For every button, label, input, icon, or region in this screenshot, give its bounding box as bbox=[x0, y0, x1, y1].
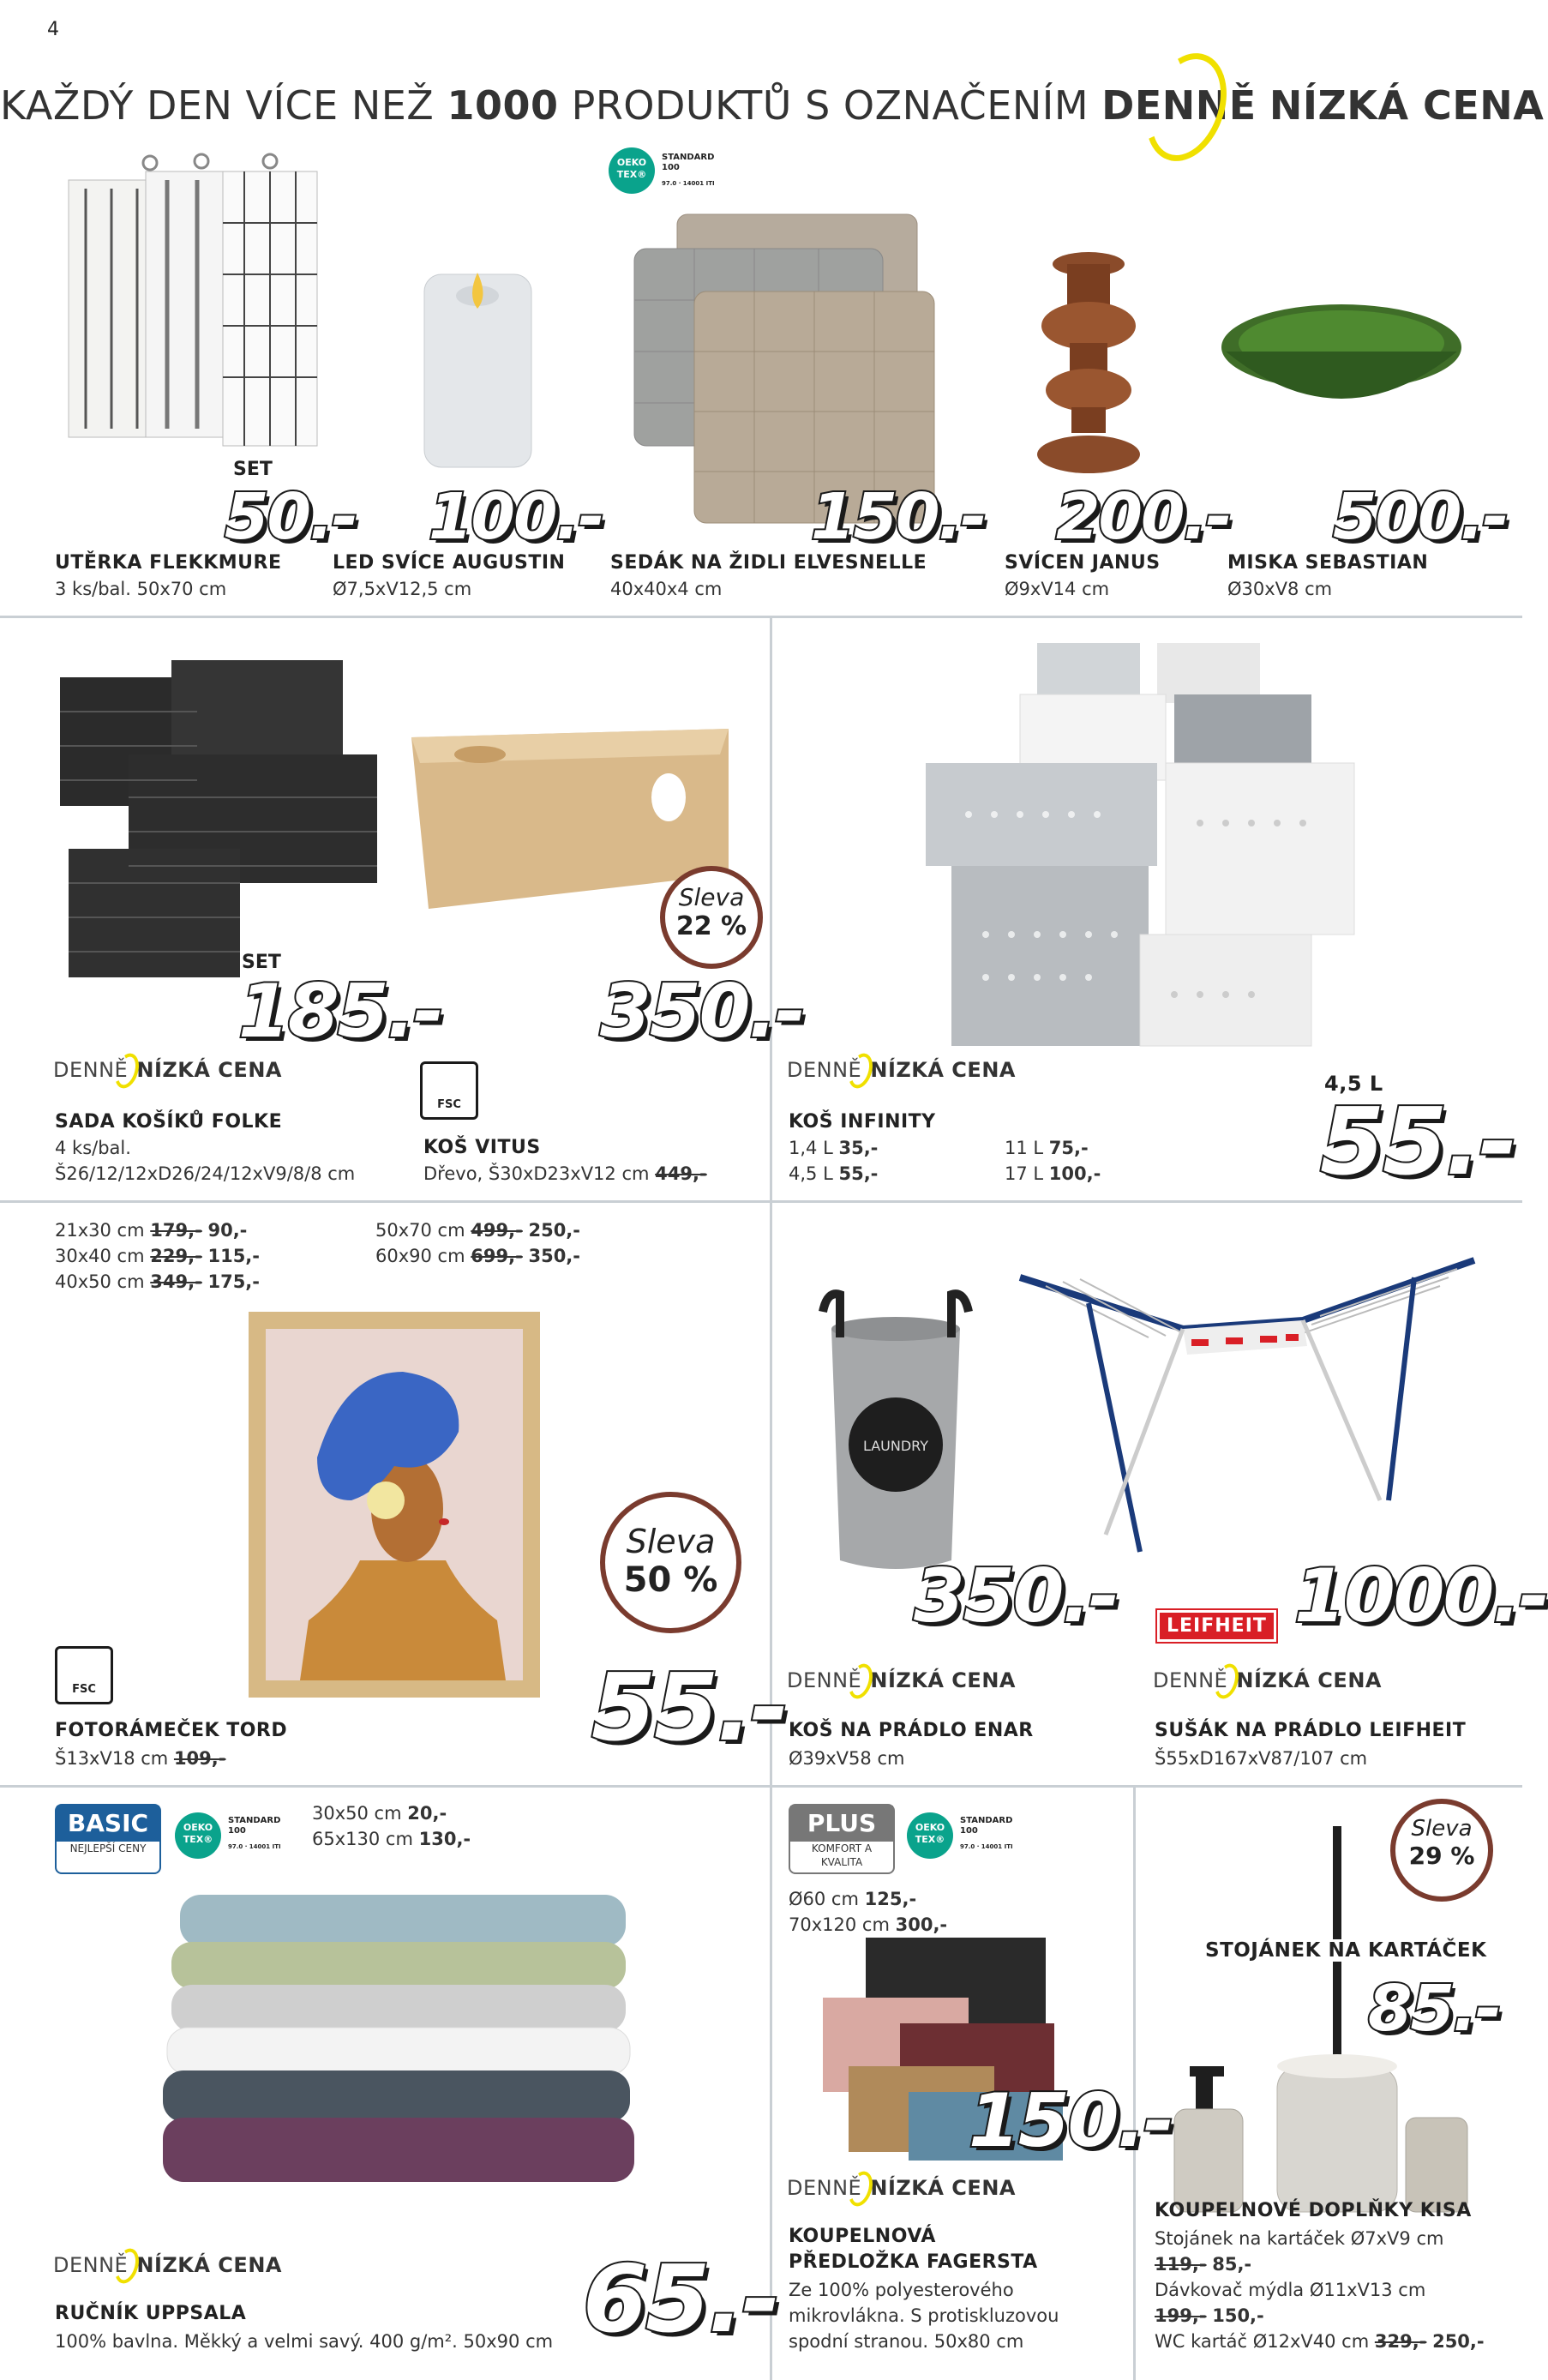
kisa-line-3: Dávkovač mýdla Ø11xV13 cm bbox=[1155, 2280, 1426, 2300]
enar-basket-image bbox=[806, 1286, 986, 1578]
name-enar: KOŠ NA PRÁDLO ENAR bbox=[789, 1720, 1034, 1741]
desc-leifheit: Š55xD167xV87/107 cm bbox=[1155, 1748, 1368, 1769]
tord-sleva-badge: Sleva 50 % bbox=[600, 1492, 741, 1633]
desc-tord: Š13xV18 cm 109,- bbox=[55, 1748, 226, 1769]
tord-size-4: 50x70 cm 499,- 250,- bbox=[375, 1220, 580, 1241]
infinity-row-2a: 4,5 L 55,- bbox=[789, 1163, 879, 1184]
price-kisa: 85.- bbox=[1368, 1972, 1500, 2046]
desc-folke-1: 4 ks/bal. bbox=[55, 1138, 131, 1158]
oeko-logo-icon-uppsala: OEKO TEX® bbox=[175, 1812, 221, 1859]
page-headline bbox=[0, 82, 1545, 129]
oeko-standard: STANDARD 100 97.0 · 14001 ITI bbox=[662, 153, 715, 187]
kisa-line-5: WC kartáč Ø12xV40 cm 329,- 250,- bbox=[1155, 2331, 1485, 2352]
denne-badge-uppsala: DENNĚ NÍZKÁ CENA bbox=[53, 2248, 282, 2284]
oeko-logo-icon: OEKO TEX® bbox=[609, 147, 655, 194]
desc-fagersta-1: Ze 100% polyesterového bbox=[789, 2280, 1014, 2300]
headline-text-2: PRODUKTŮ S OZNAČENÍM bbox=[571, 82, 1089, 129]
price-leifheit: 1000.- bbox=[1294, 1554, 1548, 1639]
tord-size-5: 60x90 cm 699,- 350,- bbox=[375, 1246, 580, 1266]
price-sebastian: 500.- bbox=[1333, 480, 1508, 554]
name-janus: SVÍCEN JANUS bbox=[1005, 552, 1161, 574]
kisa-line-2: 119,- 85,- bbox=[1155, 2254, 1252, 2275]
denne-badge-fagersta: DENNĚ NÍZKÁ CENA bbox=[787, 2171, 1016, 2207]
folke-set-label: SET bbox=[242, 952, 281, 973]
name-leifheit: SUŠÁK NA PRÁDLO LEIFHEIT bbox=[1155, 1720, 1467, 1741]
price-janus: 200.- bbox=[1056, 480, 1231, 554]
name-vitus: KOŠ VITUS bbox=[423, 1137, 541, 1158]
uppsala-size-1: 30x50 cm 20,- bbox=[312, 1803, 447, 1824]
price-folke: 185.- bbox=[238, 969, 442, 1055]
tord-size-3: 40x50 cm 349,- 175,- bbox=[55, 1271, 260, 1292]
kisa-line-4: 199,- 150,- bbox=[1155, 2305, 1264, 2326]
headline-ring-icon bbox=[1131, 42, 1240, 172]
ring-icon bbox=[844, 1050, 877, 1091]
oeko-standard-fagersta: STANDARD 100 97.0 · 14001 ITI bbox=[960, 1816, 1013, 1850]
oeko-badge bbox=[609, 147, 655, 194]
price-vitus: 350.- bbox=[600, 969, 804, 1055]
price-enar: 350.- bbox=[914, 1554, 1118, 1639]
desc-flekkmure: 3 ks/bal. 50x70 cm bbox=[55, 579, 227, 599]
uppsala-towels-image bbox=[154, 1886, 651, 2195]
price-tord: 55.- bbox=[591, 1655, 788, 1762]
divider-row1 bbox=[0, 616, 1522, 618]
tord-frame-image bbox=[249, 1312, 540, 1698]
led-candle-image bbox=[420, 257, 540, 472]
ring-icon bbox=[844, 2168, 877, 2209]
desc-folke-2: Š26/12/12xD26/24/12xV9/8/8 cm bbox=[55, 1163, 356, 1184]
desc-vitus: Dřevo, Š30xD23xV12 cm 449,- bbox=[423, 1163, 707, 1184]
fagersta-size-2: 70x120 cm 300,- bbox=[789, 1914, 948, 1935]
oeko-standard-uppsala: STANDARD 100 97.0 · 14001 ITI bbox=[228, 1816, 281, 1850]
headline-denne: DENNĚ bbox=[1101, 82, 1257, 129]
uppsala-size-2: 65x130 cm 130,- bbox=[312, 1829, 471, 1849]
desc-enar: Ø39xV58 cm bbox=[789, 1748, 905, 1769]
oeko-logo-icon-fagersta: OEKO TEX® bbox=[907, 1812, 953, 1859]
infinity-boxes-image bbox=[917, 634, 1363, 1055]
divider-col-mid bbox=[770, 616, 772, 1785]
ring-icon bbox=[111, 1050, 143, 1091]
page-number: 4 bbox=[47, 19, 59, 40]
name-tord: FOTORÁMEČEK TORD bbox=[55, 1720, 288, 1741]
name-uppsala: RUČNÍK UPPSALA bbox=[55, 2303, 247, 2324]
name-infinity: KOŠ INFINITY bbox=[789, 1111, 936, 1133]
price-augustin: 100.- bbox=[429, 480, 603, 554]
vitus-sleva-badge: Sleva 22 % bbox=[660, 866, 763, 969]
towels-image bbox=[60, 154, 326, 480]
ring-icon bbox=[1210, 1661, 1243, 1702]
denne-badge-enar: DENNĚ NÍZKÁ CENA bbox=[787, 1663, 1016, 1699]
tord-size-1: 21x30 cm 179,- 90,- bbox=[55, 1220, 248, 1241]
desc-janus: Ø9xV14 cm bbox=[1005, 579, 1110, 599]
price-elvesnelle: 150.- bbox=[811, 480, 986, 554]
headline-count: 1000 bbox=[447, 82, 559, 129]
desc-augustin: Ø7,5xV12,5 cm bbox=[333, 579, 472, 599]
desc-uppsala: 100% bavlna. Měkký a velmi savý. 400 g/m². 50x90 cm bbox=[55, 2331, 554, 2352]
infinity-row-1b: 11 L 75,- bbox=[1005, 1138, 1089, 1158]
divider-row3 bbox=[0, 1785, 1522, 1788]
name-elvesnelle: SEDÁK NA ŽIDLI ELVESNELLE bbox=[610, 552, 927, 574]
leifheit-dryer-image bbox=[1011, 1243, 1491, 1569]
infinity-row-2b: 17 L 100,- bbox=[1005, 1163, 1101, 1184]
fsc-logo-icon-tord: FSC bbox=[55, 1646, 113, 1704]
headline-text-1: KAŽDÝ DEN VÍCE NEŽ bbox=[0, 82, 435, 129]
price-fagersta: 150.- bbox=[969, 2078, 1173, 2164]
name-fagersta-2: PŘEDLOŽKA FAGERSTA bbox=[789, 2251, 1038, 2273]
desc-elvesnelle: 40x40x4 cm bbox=[610, 579, 723, 599]
towel-set-label: SET bbox=[233, 459, 273, 480]
basic-badge: BASIC NEJLEPŠÍ CENY bbox=[55, 1804, 161, 1874]
kisa-title: STOJÁNEK NA KARTÁČEK bbox=[1205, 1939, 1487, 1962]
candle-holder-image bbox=[1029, 249, 1149, 480]
name-augustin: LED SVÍCE AUGUSTIN bbox=[333, 552, 566, 574]
kisa-sleva-badge: Sleva 29 % bbox=[1390, 1799, 1493, 1902]
ring-icon bbox=[111, 2245, 143, 2287]
ring-icon bbox=[844, 1661, 877, 1702]
bowl-image bbox=[1217, 300, 1466, 429]
name-sebastian: MISKA SEBASTIAN bbox=[1227, 552, 1429, 574]
name-flekkmure: UTĚRKA FLEKKMURE bbox=[55, 552, 282, 574]
name-folke: SADA KOŠÍKŮ FOLKE bbox=[55, 1111, 283, 1133]
leifheit-logo: LEIFHEIT bbox=[1157, 1610, 1276, 1642]
name-fagersta-1: KOUPELNOVÁ bbox=[789, 2226, 936, 2247]
denne-badge-infinity: DENNĚ NÍZKÁ CENA bbox=[787, 1053, 1016, 1089]
desc-fagersta-3: spodní stranou. 50x80 cm bbox=[789, 2331, 1024, 2352]
plus-badge: PLUS KOMFORT A KVALITA bbox=[789, 1804, 895, 1874]
laundry-print: LAUNDRY bbox=[862, 1438, 929, 1454]
price-uppsala: 65.- bbox=[583, 2246, 779, 2353]
name-kisa: KOUPELNOVÉ DOPLŇKY KISA bbox=[1155, 2200, 1472, 2221]
headline-nizka: NÍZKÁ CENA bbox=[1269, 82, 1545, 129]
denne-badge-leifheit: DENNĚ NÍZKÁ CENA bbox=[1153, 1663, 1382, 1699]
desc-fagersta-2: mikrovlákna. S protiskluzovou bbox=[789, 2305, 1059, 2326]
divider-row2 bbox=[0, 1200, 1522, 1203]
fagersta-size-1: Ø60 cm 125,- bbox=[789, 1889, 917, 1909]
fsc-logo-icon: FSC bbox=[420, 1061, 478, 1120]
infinity-size-label: 4,5 L bbox=[1324, 1072, 1383, 1096]
folke-baskets-image bbox=[51, 652, 394, 995]
desc-sebastian: Ø30xV8 cm bbox=[1227, 579, 1333, 599]
kisa-line-1: Stojánek na kartáček Ø7xV9 cm bbox=[1155, 2228, 1444, 2249]
infinity-row-1a: 1,4 L 35,- bbox=[789, 1138, 879, 1158]
tord-size-2: 30x40 cm 229,- 115,- bbox=[55, 1246, 260, 1266]
price-infinity: 55.- bbox=[1320, 1089, 1516, 1196]
price-flekkmure: 50.- bbox=[225, 480, 357, 554]
denne-badge-folke: DENNĚ NÍZKÁ CENA bbox=[53, 1053, 282, 1089]
